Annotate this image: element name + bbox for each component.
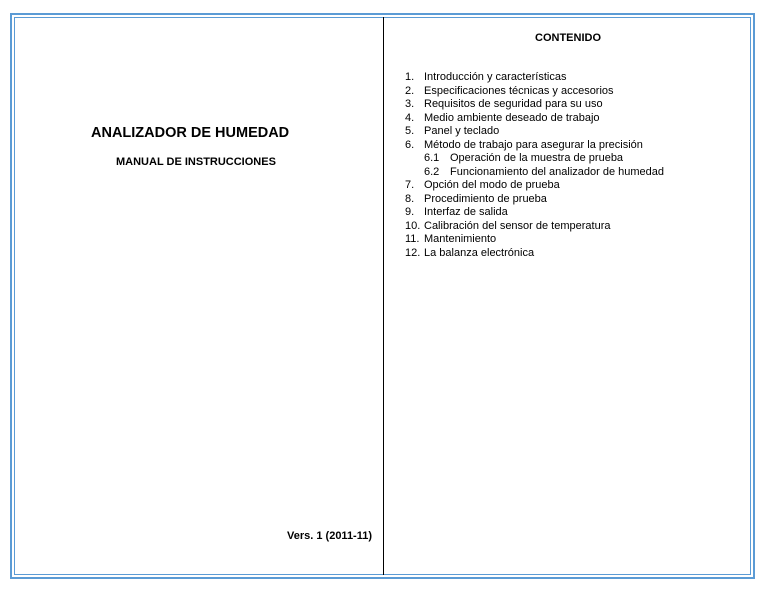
cover-title: ANALIZADOR DE HUMEDAD — [91, 125, 290, 141]
toc-item-label: Opción del modo de prueba — [424, 179, 560, 191]
toc-item — [405, 179, 664, 193]
toc-item-number: 11. — [405, 233, 420, 245]
toc-item-label: Calibración del sensor de temperatura — [424, 219, 611, 232]
toc-item — [405, 112, 664, 126]
toc-item-number: 10. — [405, 219, 421, 232]
toc-item-label: Procedimiento de prueba — [424, 192, 547, 205]
cover-version: Vers. 1 (2011-11) — [287, 530, 373, 542]
toc-item-label: Interfaz de salida — [424, 206, 508, 218]
toc-item-number: 2. — [405, 84, 415, 97]
toc-item-number: 6.1 — [424, 152, 440, 164]
toc-item-label: Requisitos de seguridad para su uso — [424, 98, 603, 110]
toc-item-number: 9. — [405, 206, 415, 218]
cover-subtitle: MANUAL DE INSTRUCCIONES — [116, 156, 276, 168]
toc-item-number: 12. — [405, 246, 421, 259]
toc-item-label: Operación de la muestra de prueba — [450, 152, 624, 164]
toc-item-label: Medio ambiente deseado de trabajo — [424, 111, 600, 124]
toc-item-label: Panel y teclado — [424, 125, 500, 137]
toc-subitem — [405, 152, 664, 166]
table-of-contents — [405, 71, 664, 260]
toc-item — [405, 193, 664, 207]
toc-item — [405, 85, 664, 99]
toc-item — [405, 71, 664, 85]
toc-item — [405, 125, 664, 139]
toc-item-label: Método de trabajo para asegurar la precisión — [424, 138, 643, 151]
toc-item-number: 4. — [405, 111, 415, 124]
toc-item-number: 5. — [405, 125, 415, 137]
toc-item — [405, 220, 664, 234]
toc-item — [405, 206, 664, 220]
toc-item-label: Mantenimiento — [424, 233, 497, 245]
toc-subitem — [405, 166, 664, 180]
page-divider — [383, 17, 384, 575]
toc-item-label: La balanza electrónica — [424, 246, 535, 259]
toc-item-number: 6.2 — [424, 165, 440, 178]
toc-item-number: 6. — [405, 138, 415, 151]
contents-heading: CONTENIDO — [535, 32, 601, 44]
toc-item — [405, 98, 664, 112]
toc-item-label: Introducción y características — [424, 71, 567, 83]
toc-item-number: 1. — [405, 71, 415, 83]
toc-item-label: Funcionamiento del analizador de humedad — [450, 165, 665, 178]
toc-item-number: 8. — [405, 192, 415, 205]
toc-item-number: 3. — [405, 98, 415, 110]
toc-item — [405, 233, 664, 247]
toc-item — [405, 139, 664, 153]
toc-item-number: 7. — [405, 179, 415, 191]
toc-item — [405, 247, 664, 261]
toc-item-label: Especificaciones técnicas y accesorios — [424, 84, 614, 97]
